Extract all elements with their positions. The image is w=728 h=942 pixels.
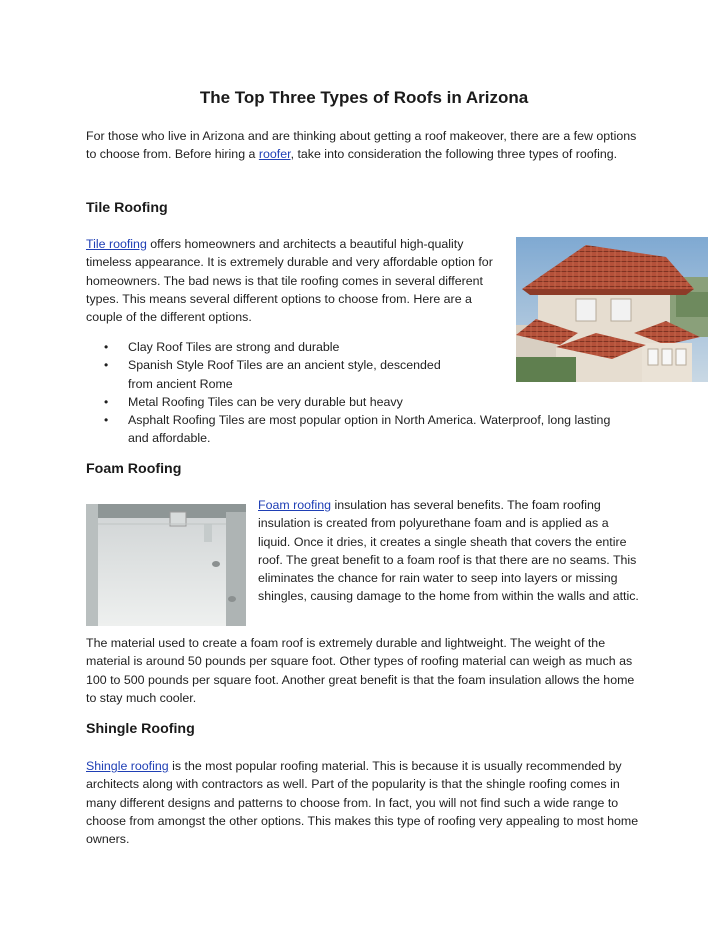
roofer-link[interactable]: roofer: [258, 147, 291, 162]
shingle-paragraph: Shingle roofing is the most popular roofing material. This is because it is usually recommended by architects along with contractors as well. Part of the popularity is that the shingle roofing comes in many different designs and patterns to choose from. In fact, you will not find such a wide range to choose from amongst the other options. This makes this type of roofing very appealing to most home owners.: [86, 759, 639, 847]
foam-roofing-heading: Foam Roofing: [86, 461, 182, 477]
list-item: • Spanish Style Roof Tiles are an ancient style, descended from ancient Rome: [86, 356, 443, 393]
list-item: • Asphalt Roofing Tiles are most popular option in North America. Waterproof, long lasting and affordable.: [86, 411, 626, 448]
foam-weight-paragraph: The material used to create a foam roof is extremely durable and lightweight. The weight of the material is around 50 pounds per square foot. Other types of roofing material can weigh as much as 100 to 500 pounds per square foot. Another great benefit is that the foam insulation allows the home to stay much cooler.: [86, 636, 635, 705]
foam-roofing-link[interactable]: Foam roofing: [258, 498, 332, 512]
list-item: • Clay Roof Tiles are strong and durable: [86, 338, 626, 356]
tile-roofing-heading: Tile Roofing: [86, 200, 168, 216]
tile-roofing-link[interactable]: Tile roofing: [86, 237, 147, 251]
shingle-roofing-link[interactable]: Shingle roofing: [86, 759, 169, 773]
tile-paragraph: Tile roofing offers homeowners and architects a beautiful high-quality timeless appearance. It is extremely durable and very affordable option for homeowners. The bad news is that tile roofing comes in several different types. This means several different options to choose from. Here are a couple of the different options.: [86, 237, 493, 325]
tile-types-list: [86, 338, 626, 448]
list-item: • Metal Roofing Tiles can be very durable but heavy: [86, 393, 626, 411]
intro-paragraph: For those who live in Arizona and are thinking about getting a roof makeover, there are a few options to choose from. Before hiring a roofer, take into consideration the following three types of roofing.: [86, 129, 637, 162]
foam-roof-image: [86, 504, 246, 626]
page-title: The Top Three Types of Roofs in Arizona: [199, 88, 529, 107]
foam-paragraph: Foam roofing insulation has several benefits. The foam roofing insulation is created from polyurethane foam and is applied as a liquid. Once it dries, it creates a single sheath that covers the entire roof. The great benefit to a foam roof is that there are no seams. This eliminates the chance for rain water to seep into layers or missing shingles, causing damage to the home from within the walls and attic.: [258, 498, 639, 604]
shingle-roofing-heading: Shingle Roofing: [86, 721, 195, 737]
